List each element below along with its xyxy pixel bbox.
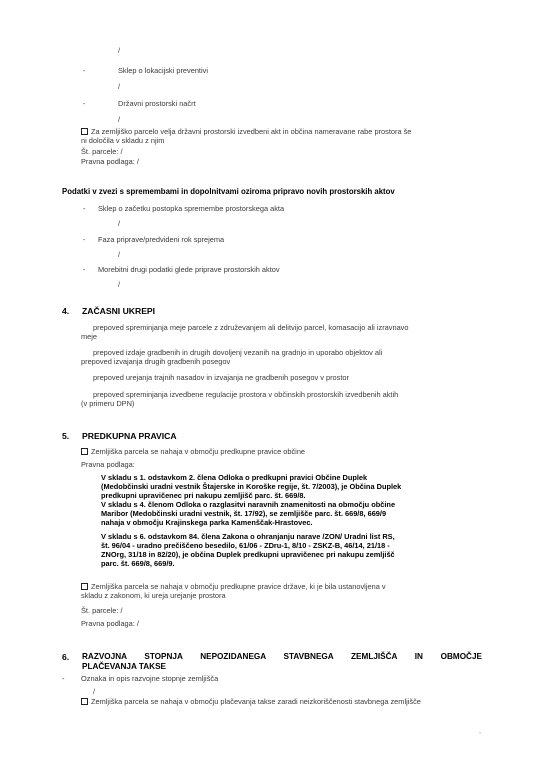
slash-placeholder: / [118,115,121,124]
ukrep-2-line-1: prepoved izdaje gradbenih in drugih dovoljenj vezanih na gradnjo in uporabo objektov ali [93,348,383,357]
bullet: - [83,265,86,274]
dpn-checkbox-text-1: Za zemljiško parcelo velja državni prostorski izvedbeni akt in občina nameravane rabe prostora še [91,127,412,136]
legal-3-line-4: parc. št. 669/8, 669/9. [101,559,175,568]
bullet: - [83,66,86,75]
parcele-label: Št. parcele: [81,606,119,615]
parcele-label: Št. parcele: [81,147,119,156]
slash-placeholder: / [93,687,96,696]
parcele-row [81,148,123,157]
legal-2-line-3: nahaja v območju Krajinskega parka Kamenščak-Hrastovec. [101,518,313,527]
legal-1-line-3: predkupni upravičenec pri nakupu zemljišč parc. št. 669/8. [101,491,306,500]
ukrep-1-line-1: prepoved spreminjanja meje parcele z združevanjem ali delitvijo parcel, komasacijo ali izravnavo [93,323,409,332]
ukrep-4-line-1: prepoved spreminjanja izvedbene regulacije prostora v občinskih prostorskih izvedbenih aktih [93,390,399,399]
ukrep-1-line-2: meje [81,332,98,341]
taksa-text: Zemljiška parcela se nahaja v območju plačevanja takse zaradi neizkoriščenosti stavbnega zemljišče [91,697,421,706]
section-5-title: PREDKUPNA PRAVICA [82,431,177,441]
section-4-title: ZAČASNI UKREPI [82,306,156,316]
section-6-title-line-1: RAZVOJNA STOPNJA NEPOZIDANEGA STAVBNEGA ZEMLJIŠČA IN OBMOČJE [82,652,482,661]
legal-1-line-2: (Medobčinski uradni vestnik Štajerske in Koroške regije, št. 7/2003), je Občina Duplek [101,482,402,491]
podlaga-label: Pravna podlaga: [81,157,135,166]
checkbox-icon[interactable] [81,128,88,135]
podatki-item-3: Morebitni drugi podatki glede priprave prostorskih aktov [98,265,280,274]
footer-mark: . [479,726,482,735]
predkupna-obcine-text: Zemljiška parcela se nahaja v območju predkupne pravice občine [91,447,306,456]
section-4-number: 4. [62,306,70,316]
bullet: - [62,674,65,683]
section-6-title-line-2: PLAČEVANJA TAKSE [82,662,167,671]
podlaga-label: Pravna podlaga: [81,619,135,628]
legal-3-line-3: ZNOrg, 31/18 in 82/20), je občina Duplek predkupni upravičenec pri nakupu zemljišč [101,550,395,559]
parcele-value: / [120,147,123,156]
taksa-checkbox-row[interactable] [81,698,421,707]
podlaga-label: Pravna podlaga: [81,460,135,469]
slash-placeholder: / [118,280,121,289]
ukrep-3-line-1: prepoved urejanja trajnih nasadov in izvajanja ne gradbenih posegov v prostor [93,373,349,382]
podlaga-value: / [136,619,139,628]
predkupna-checkbox-row[interactable] [81,448,305,457]
checkbox-icon[interactable] [81,698,88,705]
checkbox-icon[interactable] [81,448,88,455]
podatki-item-2: Faza priprave/predvideni rok sprejema [98,235,225,244]
ukrep-4-line-2: (v primeru DPN) [81,399,135,408]
legal-3-line-2: št. 96/04 - uradno prečiščeno besedilo, 61/06 - ZDru-1, 8/10 - ZSKZ-B, 46/14, 21/18 - [101,541,390,550]
razvojna-stopnja-label: Oznaka in opis razvojne stopnje zemljišča [81,674,219,683]
predkupna-drzave-line-1: Zemljiška parcela se nahaja v območju predkupne pravice države, ki je bila ustanovljena v [91,582,386,591]
predkupna-drzave-line-2: skladu z zakonom, ki ureja urejanje prostora [81,591,226,600]
legal-3-line-1: V skladu s 6. odstavkom 84. člena Zakona o ohranjanju narave /ZON/ Uradni list RS, [101,532,395,541]
slash-placeholder: / [118,250,121,259]
dpn-checkbox-text-2: ni določila v skladu z njim [81,136,165,145]
bullet: - [83,99,86,108]
ukrep-2-line-2: prepoved izvajanja drugih gradbenih posegov [81,357,231,366]
podlaga-value: / [136,157,139,166]
bullet: - [83,204,86,213]
sklep-lokacijska-label: Sklep o lokacijski preventivi [118,66,208,75]
legal-2-line-1: V skladu s 4. členom Odloka o razglasitvi naravnih znamenitosti na območju občine [101,500,396,509]
podlaga-row [81,620,139,629]
parcele-row [81,607,123,616]
podatki-item-1: Sklep o začetku postopka spremembe prostorskega akta [98,204,285,213]
slash-placeholder: / [118,219,121,228]
section-5-number: 5. [62,431,70,441]
slash-placeholder: / [118,46,121,55]
parcele-value: / [120,606,123,615]
checkbox-icon[interactable] [81,583,88,590]
legal-2-line-2: Maribor (Medobčinski uradni vestnik, št. 17/92), se zemljišče parc. št. 669/8, 669/9 [101,509,387,518]
podlaga-row [81,158,139,167]
slash-placeholder: / [118,82,121,91]
legal-1-line-1: V skladu s 1. odstavkom 2. člena Odloka o predkupni pravici Občine Duplek [101,473,368,482]
drzavni-nacrt-label: Državni prostorski načrt [118,99,196,108]
podatki-heading: Podatki v zvezi s spremembami in dopolnitvami oziroma pripravo novih prostorskih aktov [62,187,395,196]
section-6-number: 6. [62,652,70,662]
bullet: - [83,235,86,244]
